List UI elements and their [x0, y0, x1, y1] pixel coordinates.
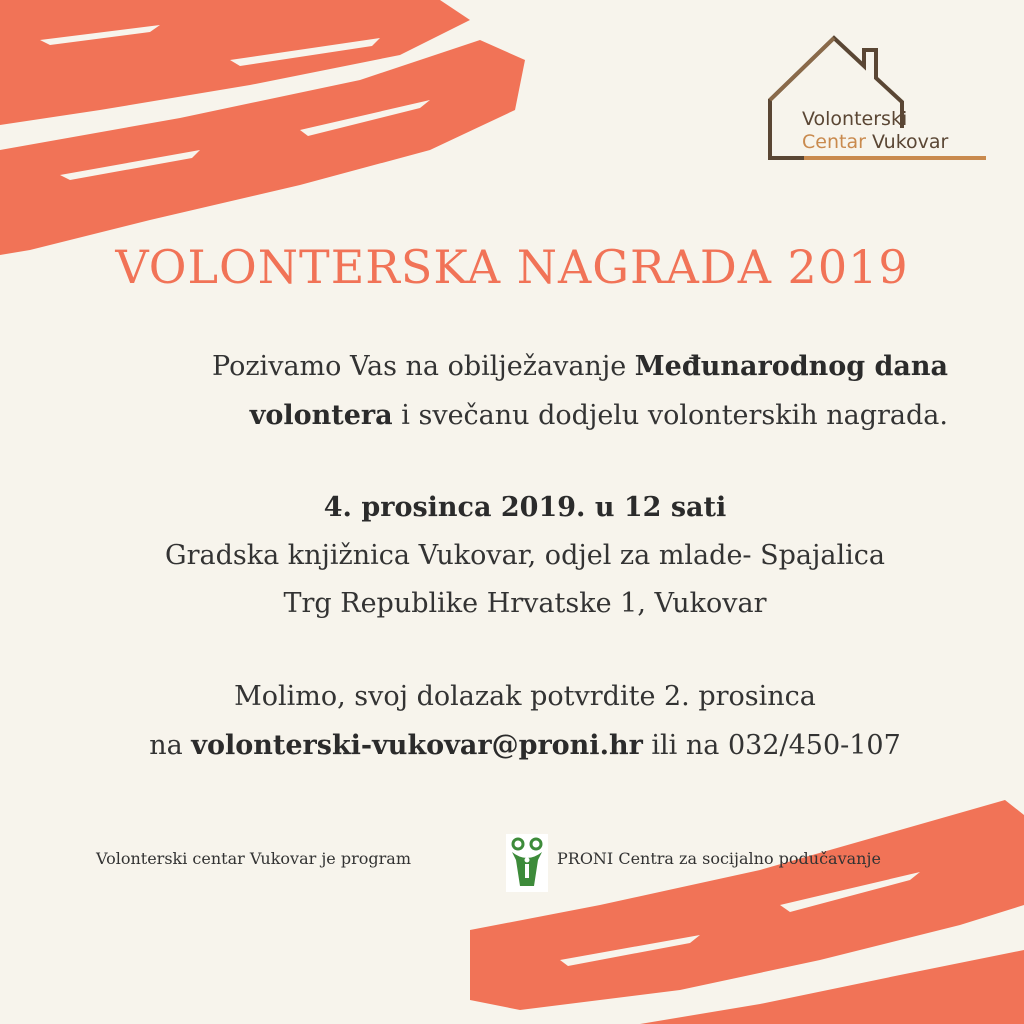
invite-line-1: [212, 345, 948, 389]
rsvp-suffix: ili na 032/450-107: [642, 730, 901, 761]
rsvp-email[interactable]: volonterski-vukovar@proni.hr: [191, 730, 643, 761]
event-venue: Gradska knjižnica Vukovar, odjel za mlade- Spajalica: [165, 540, 885, 571]
invite-line-1-bold: Međunarodnog dana: [634, 351, 948, 382]
invite-line-2-text: i svečanu dodjelu volonterskih nagrada.: [392, 400, 948, 431]
event-datetime-text: 4. prosinca 2019. u 12 sati: [323, 492, 727, 523]
footer-left-text: Volonterski centar Vukovar je program: [96, 849, 411, 868]
page-title: VOLONTERSKA NAGRADA 2019: [115, 240, 909, 294]
event-datetime: [0, 486, 1024, 530]
proni-logo-icon: [506, 834, 548, 892]
rsvp-prefix: na: [149, 730, 192, 761]
logo-line-2: [802, 131, 948, 153]
event-address: Trg Republike Hrvatske 1, Vukovar: [283, 588, 767, 619]
footer-right-text: PRONI Centra za socijalno podučavanje: [557, 849, 881, 868]
logo-accent-word: Centar: [802, 131, 866, 153]
logo-line-1: Volonterski: [802, 108, 908, 130]
logo-line-2-rest: Vukovar: [865, 131, 949, 153]
rsvp-line-1: Molimo, svoj dolazak potvrdite 2. prosinca: [234, 681, 816, 712]
invite-line-2: [250, 394, 948, 438]
rsvp-line-2: [0, 724, 1024, 768]
invite-line-2-bold: volontera: [249, 400, 393, 431]
invite-line-1-text: Pozivamo Vas na obilježavanje: [212, 351, 635, 382]
